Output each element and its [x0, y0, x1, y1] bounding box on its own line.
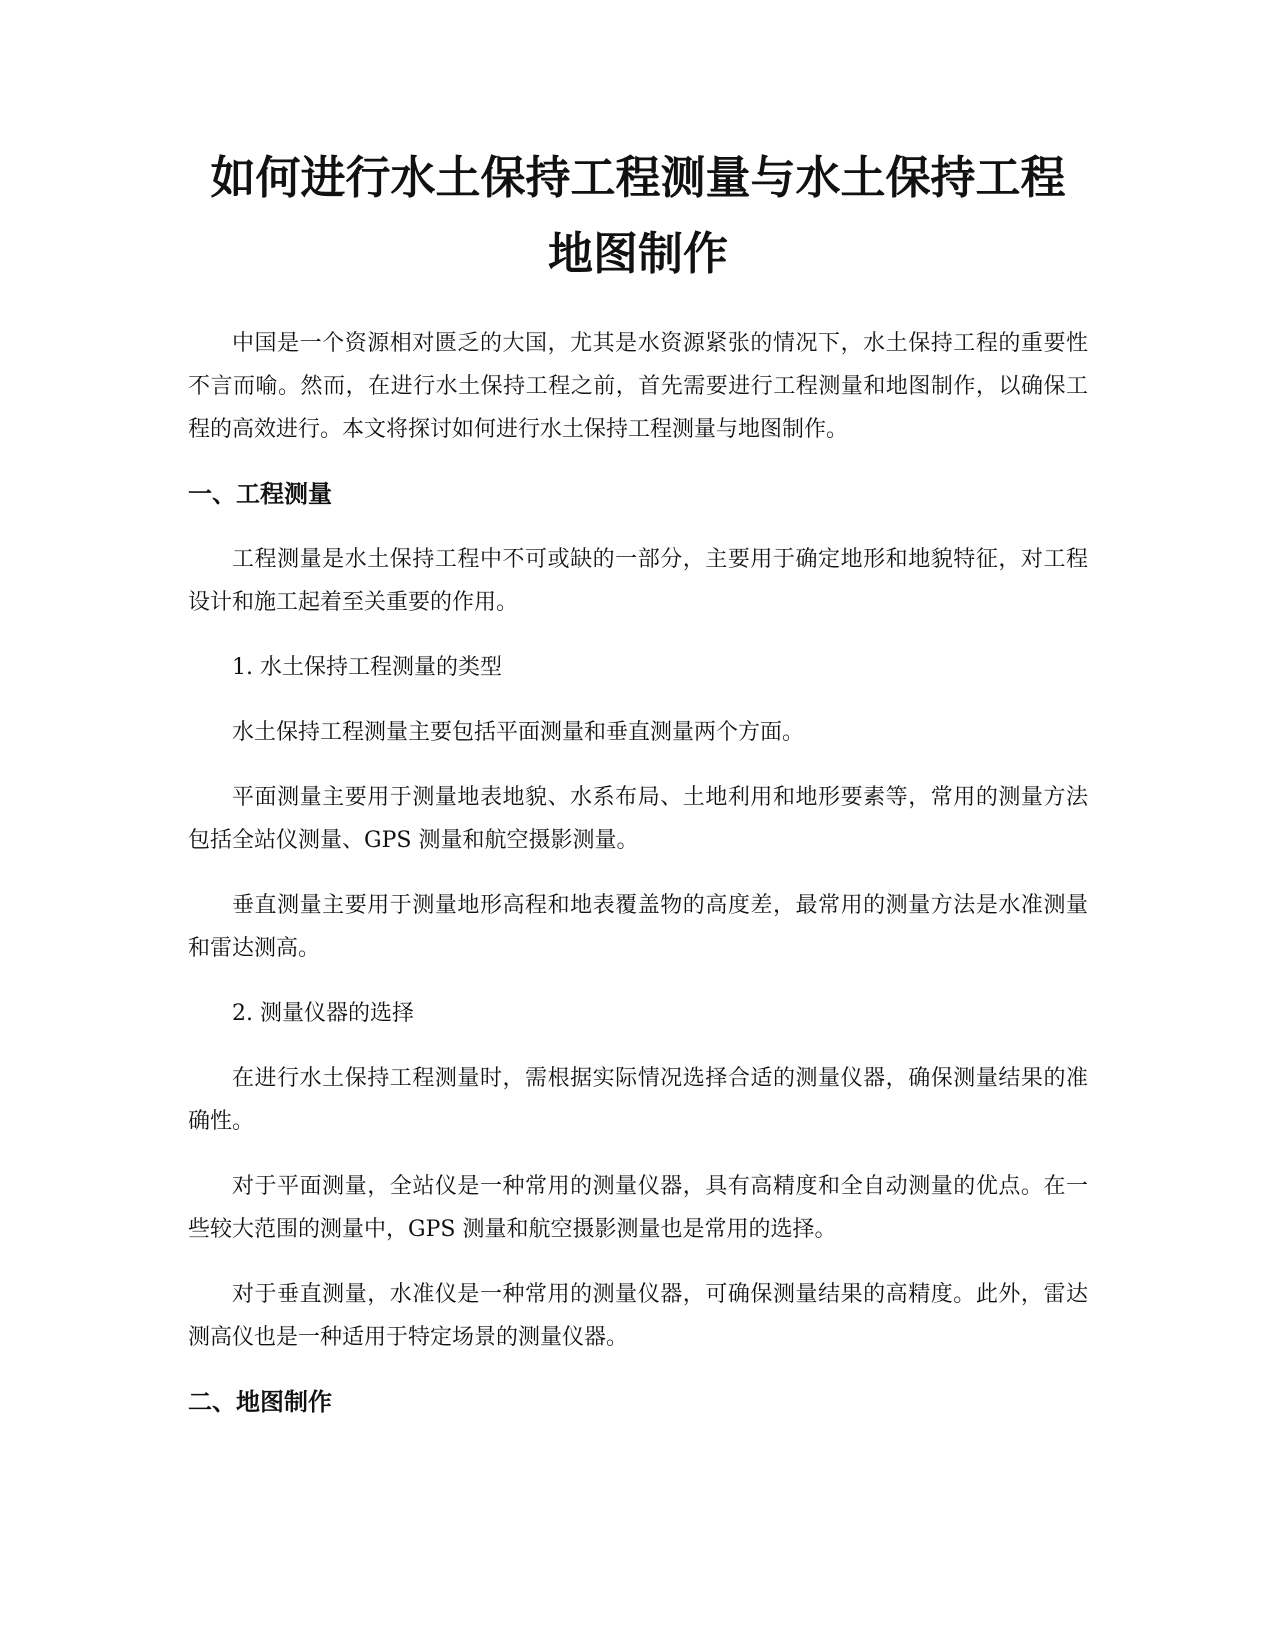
survey-types-paragraph-1: 水土保持工程测量主要包括平面测量和垂直测量两个方面。 [232, 720, 805, 745]
document-title [188, 140, 1088, 292]
title-line-2: 地图制作 [547, 227, 728, 280]
section-heading-survey: 一、工程测量 [188, 480, 332, 508]
section-heading-mapping: 二、地图制作 [188, 1388, 332, 1416]
document-page [188, 140, 1088, 1446]
survey-types-paragraph-3: 垂直测量主要用于测量地形高程和地表覆盖物的高度差，最常用的测量方法是水准测量和雷达测高。 [188, 893, 1088, 961]
subheading-survey-types: 1. 水土保持工程测量的类型 [232, 655, 502, 680]
title-line-1: 如何进行水土保持工程测量与水土保持工程 [210, 151, 1066, 204]
instrument-paragraph-1: 在进行水土保持工程测量时，需根据实际情况选择合适的测量仪器，确保测量结果的准确性。 [188, 1066, 1088, 1134]
instrument-paragraph-2: 对于平面测量，全站仪是一种常用的测量仪器，具有高精度和全自动测量的优点。在一些较大范围的测量中，GPS 测量和航空摄影测量也是常用的选择。 [188, 1174, 1088, 1242]
instrument-paragraph-3: 对于垂直测量，水准仪是一种常用的测量仪器，可确保测量结果的高精度。此外，雷达测高仪也是一种适用于特定场景的测量仪器。 [188, 1282, 1088, 1350]
subheading-instrument-selection: 2. 测量仪器的选择 [232, 1001, 414, 1026]
survey-types-paragraph-2: 平面测量主要用于测量地表地貌、水系布局、土地利用和地形要素等，常用的测量方法包括全站仪测量、GPS 测量和航空摄影测量。 [188, 785, 1088, 853]
survey-intro-paragraph: 工程测量是水土保持工程中不可或缺的一部分，主要用于确定地形和地貌特征，对工程设计和施工起着至关重要的作用。 [188, 547, 1088, 615]
intro-paragraph: 中国是一个资源相对匮乏的大国，尤其是水资源紧张的情况下，水土保持工程的重要性不言而喻。然而，在进行水土保持工程之前，首先需要进行工程测量和地图制作，以确保工程的高效进行。本文将探讨如何进行水土保持工程测量与地图制作。 [188, 331, 1088, 442]
